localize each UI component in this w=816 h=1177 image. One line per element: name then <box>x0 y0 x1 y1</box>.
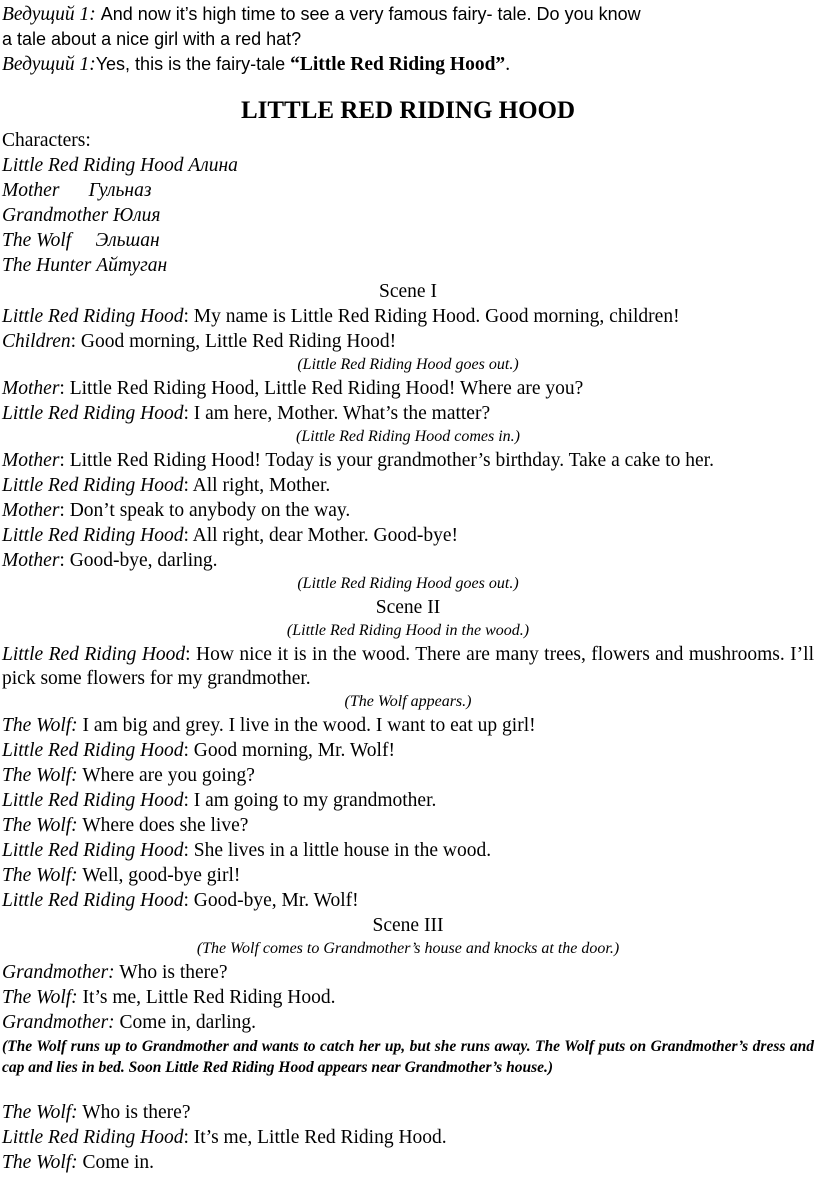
dialogue-text: It’s me, Little Red Riding Hood. <box>77 987 336 1008</box>
dialogue-line <box>2 739 814 763</box>
speaker: Children <box>2 331 71 352</box>
dialogue-line <box>2 643 814 691</box>
speaker: The Wolf: <box>2 987 78 1008</box>
dialogue-line <box>2 839 814 863</box>
speaker: Grandmother: <box>2 1012 115 1033</box>
dialogue-text: I am big and grey. I live in the wood. I want to eat up girl! <box>77 715 536 736</box>
speaker: Grandmother: <box>2 962 115 983</box>
dialogue-text: : All right, dear Mother. Good-bye! <box>183 525 459 546</box>
dialogue-line <box>2 986 814 1010</box>
dialogue-text: Come in. <box>77 1152 155 1173</box>
scene-heading: Scene III <box>372 915 444 936</box>
speaker: The Wolf: <box>2 865 78 886</box>
speaker: The Wolf: <box>2 1152 78 1173</box>
dialogue-text: : She lives in a little house in the wood. <box>183 840 492 861</box>
dialogue-line <box>2 889 814 913</box>
dialogue-text: : It’s me, Little Red Riding Hood. <box>183 1127 447 1148</box>
speaker: Little Red Riding Hood <box>2 306 184 327</box>
speaker: Mother <box>2 500 60 521</box>
speaker: The Wolf: <box>2 715 78 736</box>
speaker: Little Red Riding Hood <box>2 403 184 424</box>
dialogue-text: : Good morning, Little Red Riding Hood! <box>70 331 397 352</box>
dialogue-line <box>2 1126 814 1150</box>
dialogue-text: : Don’t speak to anybody on the way. <box>59 500 351 521</box>
intro-text: And now it’s high time to see a very famous fairy- tale. Do you know <box>95 4 641 24</box>
speaker: Mother <box>2 378 60 399</box>
dialogue-text: Well, good-bye girl! <box>77 865 241 886</box>
dialogue-line <box>2 789 814 813</box>
dialogue-line <box>2 330 814 354</box>
character-item: Grandmother Юлия <box>2 205 161 226</box>
speaker: Little Red Riding Hood <box>2 644 186 665</box>
speaker: Little Red Riding Hood <box>2 475 184 496</box>
dialogue-text: Who is there? <box>114 962 228 983</box>
dialogue-text: Where are you going? <box>77 765 255 786</box>
page-title: LITTLE RED RIDING HOOD <box>240 97 576 124</box>
intro-speaker: Ведущий 1: <box>2 4 96 25</box>
stage-direction: (Little Red Riding Hood goes out.) <box>297 356 519 373</box>
speaker: Mother <box>2 450 60 471</box>
speaker: Little Red Riding Hood <box>2 740 184 761</box>
dialogue-line <box>2 1151 814 1175</box>
dialogue-text: : All right, Mother. <box>183 475 331 496</box>
dialogue-text: : Good-bye, Mr. Wolf! <box>183 890 359 911</box>
stage-direction: (The Wolf comes to Grandmother’s house and knocks at the door.) <box>196 940 620 957</box>
dialogue-text: Who is there? <box>77 1102 191 1123</box>
dialogue-text: : Little Red Riding Hood! Today is your grandmother’s birthday. Take a cake to her. <box>59 450 714 471</box>
scene-heading: Scene I <box>379 281 437 302</box>
dialogue-text: : How nice it is in the wood. There are many trees, flowers and mushrooms. I’ll pick some flowers for my grandmother. <box>2 644 814 689</box>
character-item: Mother Гульназ <box>2 180 152 201</box>
dialogue-text: : I am here, Mother. What’s the matter? <box>183 403 491 424</box>
scene-heading: Scene II <box>375 597 441 618</box>
dialogue-text: : I am going to my grandmother. <box>183 790 437 811</box>
character-item: The Wolf Эльшан <box>2 230 160 251</box>
dialogue-line <box>2 524 814 548</box>
dialogue-line <box>2 1011 814 1035</box>
dialogue-line <box>2 549 814 573</box>
speaker: The Wolf: <box>2 765 78 786</box>
stage-direction: (Little Red Riding Hood in the wood.) <box>286 622 530 639</box>
speaker: The Wolf: <box>2 1102 78 1123</box>
stage-direction: (Little Red Riding Hood comes in.) <box>296 428 520 445</box>
dialogue-line <box>2 714 814 738</box>
intro-speaker: Ведущий 1: <box>2 54 96 75</box>
dialogue-line <box>2 1101 814 1125</box>
character-item: The Hunter Айтуган <box>2 255 168 276</box>
speaker: Mother <box>2 550 60 571</box>
speaker: The Wolf: <box>2 815 78 836</box>
intro-line-2: a tale about a nice girl with a red hat? <box>2 29 302 49</box>
intro-end: . <box>505 54 511 75</box>
dialogue-text: : Good-bye, darling. <box>59 550 218 571</box>
dialogue-line <box>2 474 814 498</box>
stage-direction: (The Wolf runs up to Grandmother and wants to catch her up, but she runs away. The Wolf puts on Grandmother’s dress and cap and lies in bed. Soon Little Red Riding Hood appears near Grandmother’s house.) <box>2 1038 814 1076</box>
dialogue-text: Come in, darling. <box>114 1012 257 1033</box>
dialogue-text: : My name is Little Red Riding Hood. Good morning, children! <box>183 306 680 327</box>
speaker: Little Red Riding Hood <box>2 525 184 546</box>
intro-bold-title: “Little Red Riding Hood” <box>290 54 506 75</box>
dialogue-line <box>2 961 814 985</box>
dialogue-line <box>2 402 814 426</box>
dialogue-line <box>2 449 814 473</box>
dialogue-text: : Good morning, Mr. Wolf! <box>183 740 395 761</box>
character-item: Little Red Riding Hood Алина <box>2 155 238 176</box>
stage-direction: (Little Red Riding Hood goes out.) <box>297 575 519 592</box>
dialogue-line <box>2 764 814 788</box>
intro-line-3 <box>2 52 814 77</box>
speaker: Little Red Riding Hood <box>2 1127 184 1148</box>
intro-text: Yes, this is the fairy-tale <box>95 54 291 74</box>
speaker: Little Red Riding Hood <box>2 790 184 811</box>
intro-line-1 <box>2 2 814 27</box>
dialogue-text: : Little Red Riding Hood, Little Red Riding Hood! Where are you? <box>59 378 584 399</box>
speaker: Little Red Riding Hood <box>2 890 184 911</box>
dialogue-line <box>2 377 814 401</box>
dialogue-text: Where does she live? <box>77 815 249 836</box>
dialogue-line <box>2 864 814 888</box>
stage-direction: (The Wolf appears.) <box>344 693 472 710</box>
speaker: Little Red Riding Hood <box>2 840 184 861</box>
dialogue-line <box>2 305 814 329</box>
dialogue-line <box>2 814 814 838</box>
characters-heading: Characters: <box>2 130 91 151</box>
dialogue-line <box>2 499 814 523</box>
